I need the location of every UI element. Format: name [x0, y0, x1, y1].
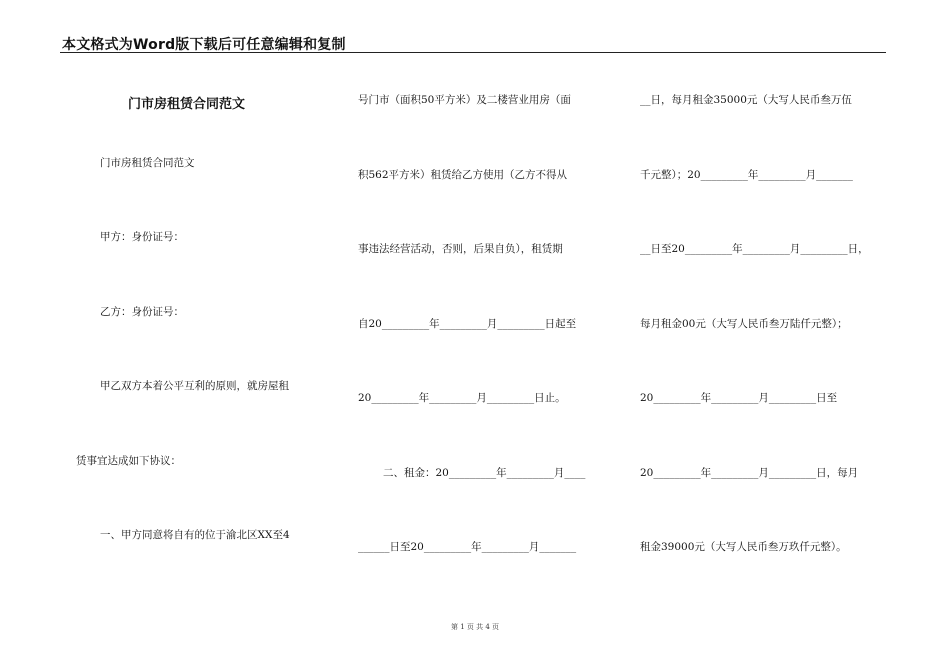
paragraph-line: __日，每月租金35000元（大写人民币叁万伍 [640, 94, 852, 106]
paragraph-line: 积562平方米）租赁给乙方使用（乙方不得从 [358, 169, 568, 181]
doc-title: 门市房租赁合同范文 [128, 97, 246, 112]
banner-rule [60, 52, 886, 53]
paragraph-line: 自20_________年_________月_________日起至 [358, 318, 577, 330]
paragraph-line: __日至20_________年_________月_________日， [640, 243, 869, 255]
paragraph-line: ______日至20_________年_________月_______ [358, 541, 577, 553]
paragraph-line: 事违法经营活动，否则，后果自负），租赁期 [358, 243, 563, 255]
paragraph-line: 赁事宜达成如下协议： [76, 455, 181, 467]
paragraph-line: 一、甲方同意将自有的位于渝北区XX至4 [100, 529, 290, 541]
paragraph-line: 千元整）；20_________年_________月_______ [640, 169, 853, 181]
paragraph-line: 租金39000元（大写人民币叁万玖仟元整）。 [640, 541, 847, 553]
paragraph-line: 每月租金00元（大写人民币叁万陆仟元整）； [640, 318, 848, 330]
paragraph-line: 门市房租赁合同范文 [100, 157, 195, 169]
paragraph-line: 乙方：身份证号： [100, 306, 184, 318]
paragraph-line: 20_________年_________月_________日，每月 [640, 467, 859, 479]
paragraph-line: 20_________年_________月_________日止。 [358, 392, 566, 404]
paragraph-line: 甲乙双方本着公平互利的原则，就房屋租 [100, 380, 289, 392]
page-number: 第 1 页 共 4 页 [450, 623, 500, 631]
paragraph-line: 甲方：身份证号： [100, 231, 184, 243]
paragraph-line: 20_________年_________月_________日至 [640, 392, 838, 404]
paragraph-line: 二、租金：20_________年_________月____ [383, 467, 586, 479]
doc-banner: 本文格式为Word版下载后可任意编辑和复制 [62, 37, 346, 53]
paragraph-line: 号门市（面积50平方米）及二楼营业用房（面 [358, 94, 571, 106]
